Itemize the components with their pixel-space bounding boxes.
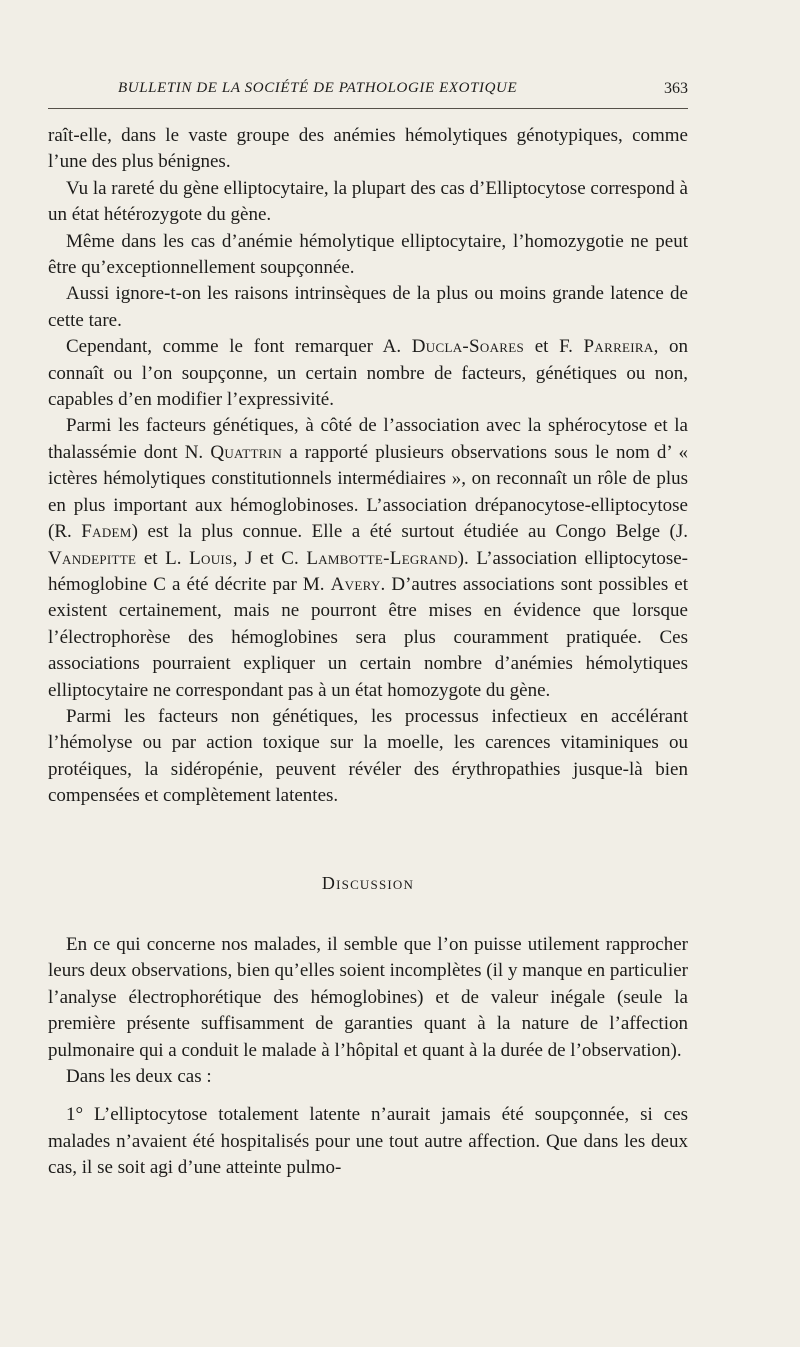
paragraph-malades: En ce qui concerne nos malades, il semble que l’on puisse utilement rapprocher leurs deux observations, bien qu’elles soient incomplètes (il y manque en particulier l’analyse électrophorétique des hémoglobines) et de valeur inégale (seule la première présente suffisamment de garanties quant à la nature de l’affection pulmonaire qui a conduit le malade à l’hôpital et quant à la durée de l’observation).: [48, 934, 688, 1061]
paragraph-facteurs-genetiques: Parmi les facteurs génétiques, à côté de l’association avec la sphérocytose et la thalassémie dont N. Quattrin a rapporté plusieurs observations sous le nom d’ « ictères hémolytiques constitutionnels intermédiaires », on reconnaît un rôle de plus en plus important aux hémoglobinoses. L’association drépanocytose-elliptocytose (R. Fadem) est la plus connue. Elle a été surtout étudiée au Congo Belge (J. Vandepitte et L. Louis, J et C. Lambotte-Legrand). L’association elliptocytose-hémoglobine C a été décrite par M. Avery. D’autres associations sont possibles et existent certainement, mais ne pourront être mises en évidence que lorsque l’électrophorèse des hémoglobines sera plus couramment pratiquée. Ces associations pourraient expliquer un certain nombre d’anémies hémolytiques elliptocytaire ne correspondant pas à un état homozygote du gène.: [48, 415, 689, 701]
header-rule: [48, 108, 688, 109]
body-text-lower: [48, 932, 688, 1182]
journal-title: BULLETIN DE LA SOCIÉTÉ DE PATHOLOGIE EXOTIQUE: [118, 80, 518, 96]
paragraph-facteurs: Cependant, comme le font remarquer A. Ducla-Soares et F. Parreira, on connaît ou l’on soupçonne, un certain nombre de facteurs, génétiques ou non, capables d’en modifier l’expressivité.: [48, 336, 689, 411]
paragraph-continued: raît-elle, dans le vaste groupe des anémies hémolytiques génotypiques, comme l’une des plus bénignes.: [48, 125, 688, 173]
author-name: Ducla-Soares: [411, 336, 525, 358]
author-name: Louis: [189, 547, 233, 569]
section-heading: Discussion: [321, 873, 415, 893]
paragraph-point-one: 1° L’elliptocytose totalement latente n’aurait jamais été soupçonnée, si ces malades n’avaient été hospitalisés pour une tout autre affection. Que dans les deux cas, il se soit agi d’une atteinte pulmo-: [48, 1104, 688, 1179]
body-text-upper: [48, 123, 688, 810]
paragraph-latence: Aussi ignore-t-on les raisons intrinsèques de la plus ou moins grande latence de cette tare.: [48, 283, 688, 331]
author-name: Lambotte-Legrand: [306, 547, 458, 569]
author-name: Quattrin: [210, 441, 283, 463]
page-number: 363: [664, 80, 688, 97]
paragraph-gene-rarity: Vu la rareté du gène elliptocytaire, la plupart des cas d’Elliptocytose correspond à un état hétérozygote du gène.: [48, 177, 688, 226]
author-name: Parreira: [583, 336, 654, 358]
paragraph-homozygotie: Même dans les cas d’anémie hémolytique elliptocytaire, l’homozygotie ne peut être qu’exceptionnellement soupçonnée.: [48, 230, 688, 279]
author-name: Vandepitte: [48, 547, 137, 569]
running-header: [48, 80, 688, 102]
paragraph-deux-cas: Dans les deux cas :: [66, 1066, 212, 1088]
author-name: Fadem: [81, 521, 132, 543]
paragraph-facteurs-non-genetiques: Parmi les facteurs non génétiques, les processus infectieux en accélérant l’hémolyse ou par action toxique sur la moelle, les carences vitaminiques ou protéiques, la sidéropénie, peuvent révéler des érythropathies jusque-là bien compensées et complètement latentes.: [48, 705, 688, 807]
author-name: Avery: [330, 573, 381, 595]
